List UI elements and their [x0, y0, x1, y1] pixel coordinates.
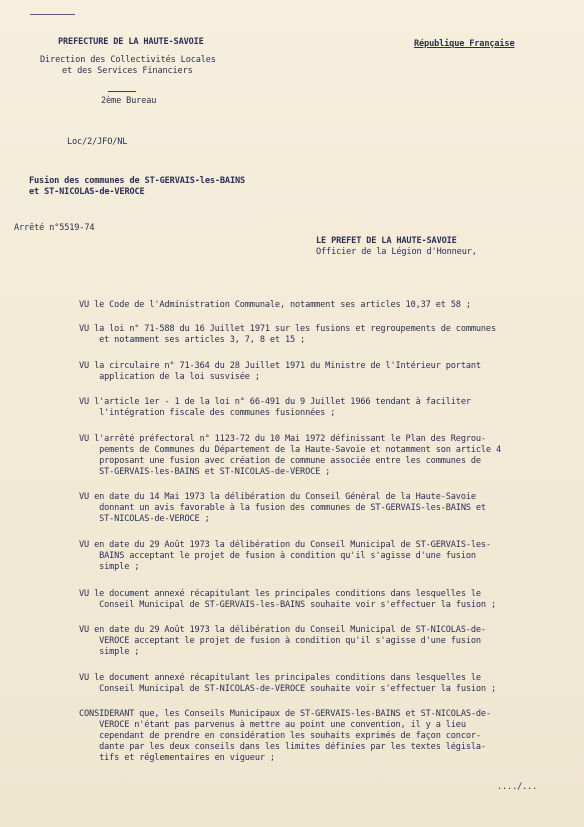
body-line: VU l'article 1er - 1 de la loi n° 66-491 du 9 Juillet 1966 tendant à faciliter [79, 397, 471, 407]
body-line: ST-NICOLAS-de-VEROCE ; [79, 514, 210, 524]
body-line: CONSIDERANT que, les Conseils Municipaux de ST-GERVAIS-les-BAINS et ST-NICOLAS-de- [79, 709, 491, 719]
body-line: VU en date du 29 Août 1973 la délibération du Conseil Municipal de ST-GERVAIS-les- [79, 540, 491, 550]
prefecture-title: PREFECTURE DE LA HAUTE-SAVOIE [58, 37, 204, 47]
body-line: VU le document annexé récapitulant les principales conditions dans lesquelles le [79, 589, 481, 599]
top-margin-mark [30, 14, 75, 15]
body-line: VU l'arrêté préfectoral n° 1123-72 du 10 Mai 1972 définissant le Plan des Regrou- [79, 434, 486, 444]
body-line: donnant un avis favorable à la fusion des communes de ST-GERVAIS-les-BAINS et [79, 503, 486, 513]
body-line: cependant de prendre en considération les souhaits exprimés de façon concor- [79, 731, 481, 741]
body-line: proposant une fusion avec création de commune associée entre les communes de [79, 456, 481, 466]
body-line: pements de Communes du Département de la Haute-Savoie et notamment son article 4 [79, 445, 502, 455]
body-line: Conseil Municipal de ST-NICOLAS-de-VEROCE souhaite voir s'effectuer la fusion ; [79, 684, 496, 694]
arrete-number: Arrêté n°5519-74 [14, 223, 95, 233]
reference-code: Loc/2/JFO/NL [67, 137, 128, 147]
body-line: Conseil Municipal de ST-GERVAIS-les-BAINS souhaite voir s'effectuer la fusion ; [79, 600, 496, 610]
body-line: VU le document annexé récapitulant les principales conditions dans lesquelles le [79, 673, 481, 683]
bureau-label: 2ème Bureau [101, 96, 157, 106]
republic-label: République Française [414, 39, 515, 49]
divider-rule [108, 91, 136, 92]
direction-line-1: Direction des Collectivités Locales [40, 55, 216, 65]
body-line: simple ; [79, 562, 140, 572]
body-line: ST-GERVAIS-les-BAINS et ST-NICOLAS-de-VEROCE ; [79, 467, 331, 477]
body-line: VU en date du 29 Août 1973 la délibération du Conseil Municipal de ST-NICOLAS-de- [79, 625, 486, 635]
body-line: BAINS acceptant le projet de fusion à condition qu'il s'agisse d'une fusion [79, 551, 476, 561]
body-line: dante par les deux conseils dans les limites définies par les textes législa- [79, 742, 486, 752]
prefet-title: LE PREFET DE LA HAUTE-SAVOIE [316, 236, 457, 246]
continuation-mark: ..../... [497, 782, 538, 792]
body-line: VU le Code de l'Administration Communale, notamment ses articles 10,37 et 58 ; [79, 300, 471, 310]
body-line: VEROCE n'étant pas parvenus à mettre au point une convention, il y a lieu [79, 720, 466, 730]
body-line: tifs et réglementaires en vigueur ; [79, 753, 275, 763]
body-line: l'intégration fiscale des communes fusionnées ; [79, 408, 336, 418]
body-line: VU la loi n° 71-588 du 16 Juillet 1971 sur les fusions et regroupements de communes [79, 324, 496, 334]
body-line: VU la circulaire n° 71-364 du 28 Juillet 1971 du Ministre de l'Intérieur portant [79, 361, 481, 371]
body-line: et notamment ses articles 3, 7, 8 et 15 ; [79, 335, 306, 345]
prefet-subtitle: Officier de la Légion d'Honneur, [316, 247, 477, 257]
subject-line-1: Fusion des communes de ST-GERVAIS-les-BAINS [29, 176, 246, 186]
body-line: VU en date du 14 Mai 1973 la délibération du Conseil Général de la Haute-Savoie [79, 492, 476, 502]
body-line: application de la loi susvisée ; [79, 372, 260, 382]
body-line: VEROCE acceptant le projet de fusion à condition qu'il s'agisse d'une fusion [79, 636, 481, 646]
direction-line-2: et des Services Financiers [62, 66, 193, 76]
body-line: simple ; [79, 647, 140, 657]
subject-line-2: et ST-NICOLAS-de-VEROCE [29, 187, 145, 197]
